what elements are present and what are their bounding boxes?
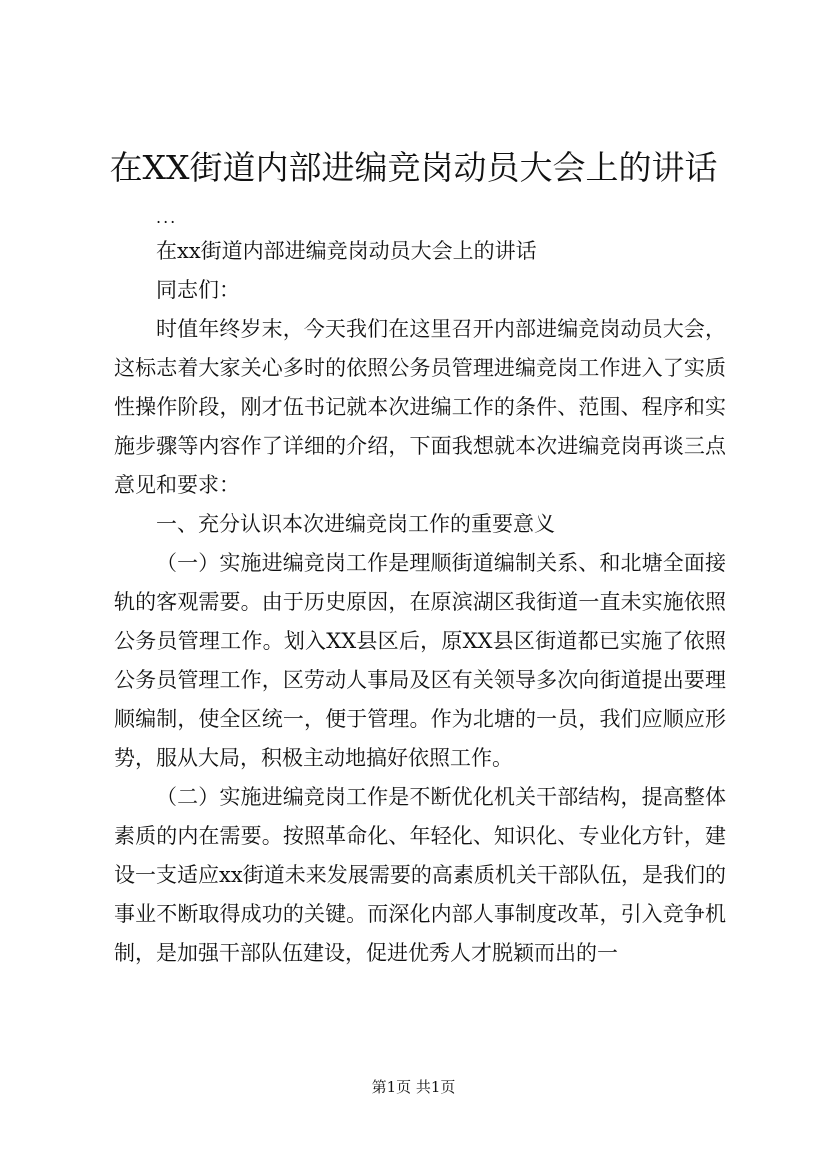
section-heading-1: 一、充分认识本次进编竞岗工作的重要意义	[156, 512, 555, 536]
page-footer: 第1页 共1页	[371, 1078, 456, 1096]
document-title: 在XX街道内部进编竞岗动员大会上的讲话	[109, 148, 718, 187]
ellipsis-line: ...	[156, 208, 178, 227]
salutation-paragraph: 同志们：	[156, 278, 240, 302]
point-1-paragraph: （一）实施进编竞岗工作是理顺街道编制关系、和北塘全面接轨的客观需要。由于历史原因，在原滨湖区我街道一直未实施依照公务员管理工作。划入XX县区后，原XX县区街道都已实施了依照公务员管理工作，区劳动人事局及区有关领导多次向街道提出要理顺编制，使全区统一，便于管理。作为北塘的一员，我们应顺应形势，服从大局，积极主动地搞好依照工作。	[114, 551, 726, 770]
intro-paragraph: 时值年终岁末，今天我们在这里召开内部进编竞岗动员大会，这标志着大家关心多时的依照公务员管理进编竞岗工作进入了实质性操作阶段，刚才伍书记就本次进编工作的条件、范围、程序和实施步骤等内容作了详细的介绍，下面我想就本次进编竞岗再谈三点意见和要求：	[114, 317, 726, 497]
subtitle-paragraph: 在xx街道内部进编竞岗动员大会上的讲话	[156, 239, 537, 263]
document-body	[114, 204, 726, 973]
point-2-paragraph: （二）实施进编竞岗工作是不断优化机关干部结构，提高整体素质的内在需要。按照革命化、年轻化、知识化、专业化方针，建设一支适应xx街道未来发展需要的高素质机关干部队伍，是我们的事业不断取得成功的关键。而深化内部人事制度改革，引入竞争机制，是加强干部队伍建设，促进优秀人才脱颖而出的一	[114, 785, 726, 965]
